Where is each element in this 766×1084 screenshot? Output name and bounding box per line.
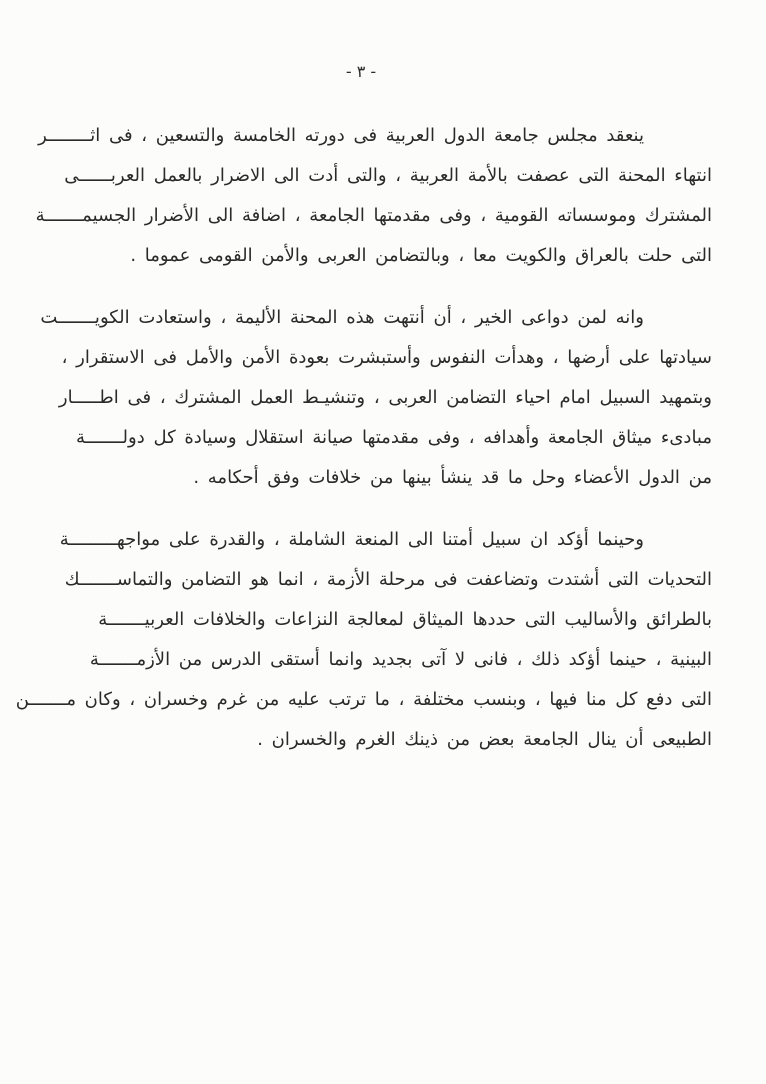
paragraph-1	[32, 116, 712, 276]
text-line: من الدول الأعضاء وحل ما قد ينشأ بينها من خلافات وفق أحكامه .	[193, 467, 712, 488]
text-line: التى دفع كل منا فيها ، وبنسب مختلفة ، ما ترتب عليه من غرم وخسران ، وكان مـــــــن	[15, 689, 712, 710]
text-line: التى حلت بالعراق والكويت معا ، وبالتضامن العربى والأمن القومى عموما .	[130, 245, 712, 266]
text-line: سيادتها على أرضها ، وهدأت النفوس وأستبشرت بعودة الأمن والأمل فى الاستقرار ،	[61, 347, 712, 368]
paragraph-2	[32, 298, 712, 498]
text-line: ينعقد مجلس جامعة الدول العربية فى دورته الخامسة والتسعين ، فى اثــــــــر	[38, 125, 644, 146]
page-number: - ٣ -	[345, 62, 377, 81]
document-body	[15, 116, 712, 782]
text-line: بالطرائق والأساليب التى حددها الميثاق لمعالجة النزاعات والخلافات العربيـــــــة	[98, 609, 712, 630]
text-line: التحديات التى أشتدت وتضاعفت فى مرحلة الأزمة ، انما هو التضامن والتماســـــــك	[64, 569, 712, 590]
text-line: المشترك وموسساته القومية ، وفى مقدمتها الجامعة ، اضافة الى الأضرار الجسيمـــــــة	[35, 205, 712, 226]
text-line: وانه لمن دواعى الخير ، أن أنتهت هذه المحنة الأليمة ، واستعادت الكويـــــــت	[40, 307, 644, 328]
text-line: وحينما أؤكد ان سبيل أمتنا الى المنعة الشاملة ، والقدرة على مواجهـــــــــة	[59, 529, 644, 550]
text-line: وبتمهيد السبيل امام احياء التضامن العربى ، وتنشيـط العمل المشترك ، فى اطـــــار	[58, 387, 712, 408]
text-line: الطبيعى أن ينال الجامعة بعض من ذينك الغرم والخسران .	[257, 729, 712, 750]
text-line: انتهاء المحنة التى عصفت بالأمة العربية ، والتى أدت الى الاضرار بالعمل العربــــــى	[64, 165, 712, 186]
paragraph-3	[15, 520, 712, 760]
text-line: مبادىء ميثاق الجامعة وأهدافه ، وفى مقدمتها صيانة استقلال وسيادة كل دولـــــــة	[75, 427, 712, 448]
text-line: البينية ، حينما أؤكد ذلك ، فانى لا آتى بجديد وانما أستقى الدرس من الأزمـــــــة	[89, 649, 712, 670]
